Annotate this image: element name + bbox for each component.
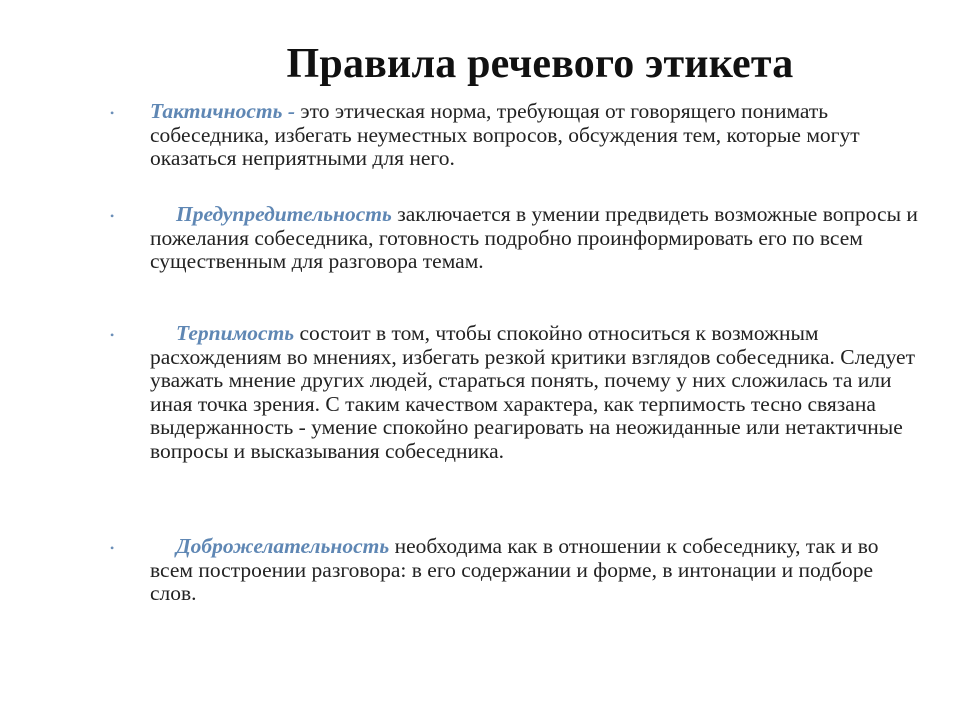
list-item-text <box>150 100 920 171</box>
bullet-icon: • <box>110 328 115 342</box>
list-item-text <box>150 203 920 274</box>
slide-title: Правила речевого этикета <box>286 41 794 87</box>
term-courtesy: Предупредительность <box>176 202 392 226</box>
bullet-icon: • <box>110 209 115 223</box>
definition-tolerance: состоит в том, чтобы спокойно относиться к возможным расхождениям во мнениях, избегать резкой критики взглядов собеседника. Следует уважать мнение других людей, стараться понять, почему у них сложилась та или иная точка зрения. С таким качеством характера, как терпимость тесно связана выдержанность - умение спокойно реагировать на неожиданные или нетактичные вопросы и высказывания собеседника. <box>150 321 915 463</box>
bullet-icon: • <box>110 106 115 120</box>
definition-goodwill: необходима как в отношении к собеседнику, так и во всем построении разговора: в его содержании и форме, в интонации и подборе слов. <box>150 534 879 605</box>
definition-tactfulness: это этическая норма, требующая от говорящего понимать собеседника, избегать неуместных вопросов, обсуждения тем, которые могут оказаться неприятными для него. <box>150 99 860 170</box>
bullet-icon: • <box>110 541 115 555</box>
term-tactfulness: Тактичность - <box>150 99 295 123</box>
definition-courtesy: заключается в умении предвидеть возможные вопросы и пожелания собеседника, готовность подробно проинформировать его по всем существенным для разговора темам. <box>150 202 918 273</box>
term-tolerance: Терпимость <box>176 321 295 345</box>
term-goodwill: Доброжелательность <box>176 534 390 558</box>
list-item-text <box>150 322 920 463</box>
list-item-text <box>150 535 920 606</box>
